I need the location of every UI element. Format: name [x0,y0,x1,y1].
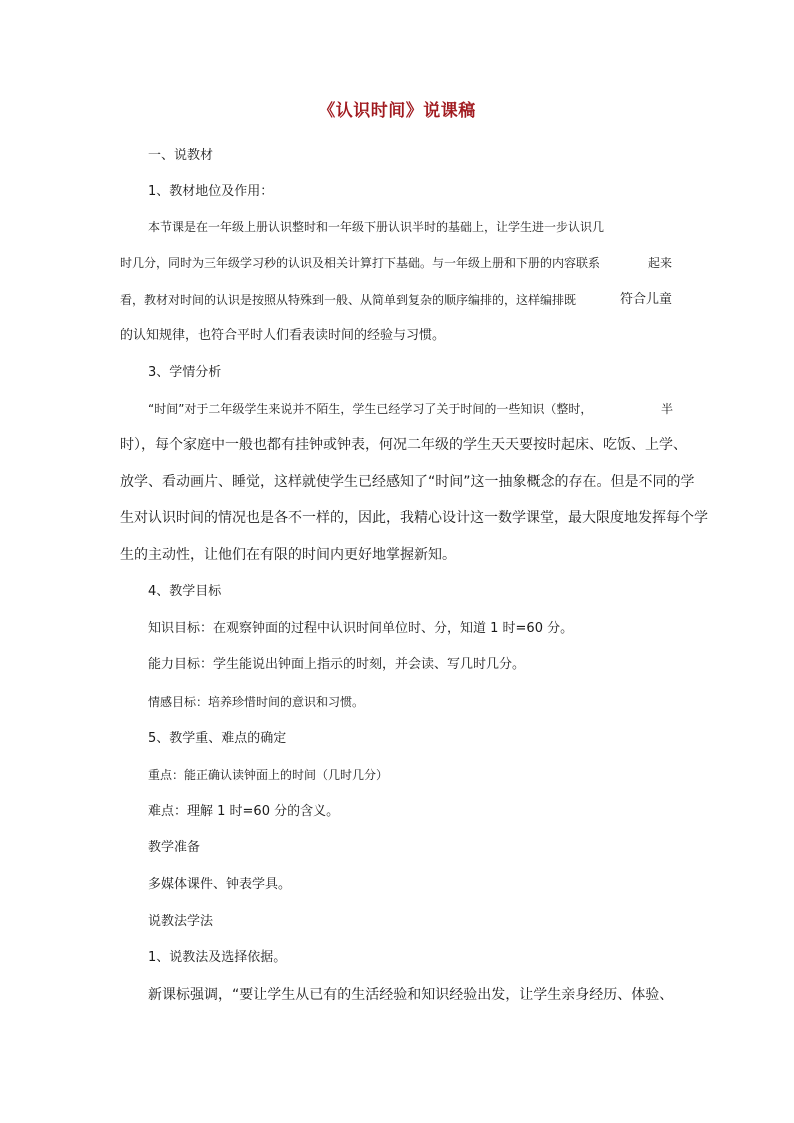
paragraph-line: 放学、看动画片、睡觉，这样就使学生已经感知了“时间”这一抽象概念的存在。但是不同的学 [120,474,695,490]
paragraph-line: 本节课是在一年级上册认识整时和一年级下册认识半时的基础上，让学生进一步认识几 [148,220,605,234]
heading-teaching-material: 一、说教材 [148,148,214,163]
heading-teaching-goals: 4、教学目标 [148,584,222,599]
paragraph-line-fragment: 半 [661,402,674,416]
document-title: 《认识时间》说课稿 [318,101,476,121]
heading-student-analysis: 3、学情分析 [148,365,222,380]
paragraph-line: 时），每个家庭中一般也都有挂钟或钟表，何况二年级的学生天天要按时起床、吃饭、上学、 [120,437,687,453]
difficult-point: 难点：理解 1 时=60 分的含义。 [148,804,340,819]
key-point: 重点：能正确认读钟面上的时间（几时几分） [148,768,389,782]
paragraph-line: 的认知规律，也符合平时人们看表读时间的经验与习惯。 [120,328,446,343]
subheading-teaching-method-basis: 1、说教法及选择依据。 [148,950,287,965]
heading-teaching-methods: 说教法学法 [148,914,214,929]
heading-teaching-preparation: 教学准备 [148,840,201,855]
paragraph-line: “时间”对于二年级学生来说并不陌生，学生已经学习了关于时间的一些知识（整时， [148,402,593,416]
goal-emotion: 情感目标：培养珍惜时间的意识和习惯。 [148,695,365,709]
paragraph-line: 新课标强调，“要让学生从已有的生活经验和知识经验出发，让学生亲身经历、体验、 [148,987,674,1003]
paragraph-line: 看，教材对时间的认识是按照从特殊到一般、从简单到复杂的顺序编排的，这样编排既 [120,293,577,307]
paragraph-line-fragment: 起来 [648,256,673,270]
paragraph-line-fragment: 符合儿童 [620,292,673,307]
paragraph-line: 生的主动性，让他们在有限的时间内更好地掌握新知。 [120,547,456,563]
subheading-status-role: 1、教材地位及作用： [148,184,274,199]
goal-knowledge: 知识目标：在观察钟面的过程中认识时间单位时、分，知道 1 时=60 分。 [148,621,574,636]
preparation-items: 多媒体课件、钟表学具。 [148,877,292,892]
goal-ability: 能力目标：学生能说出钟面上指示的时刻，并会读、写几时几分。 [148,657,526,672]
paragraph-line: 生对认识时间的情况也是各不一样的，因此，我精心设计这一数学课堂，最大限度地发挥每个学 [120,510,708,526]
paragraph-line: 时几分，同时为三年级学习秒的认识及相关计算打下基础。与一年级上册和下册的内容联系 [120,256,601,270]
heading-key-difficult-points: 5、教学重、难点的确定 [148,731,287,746]
